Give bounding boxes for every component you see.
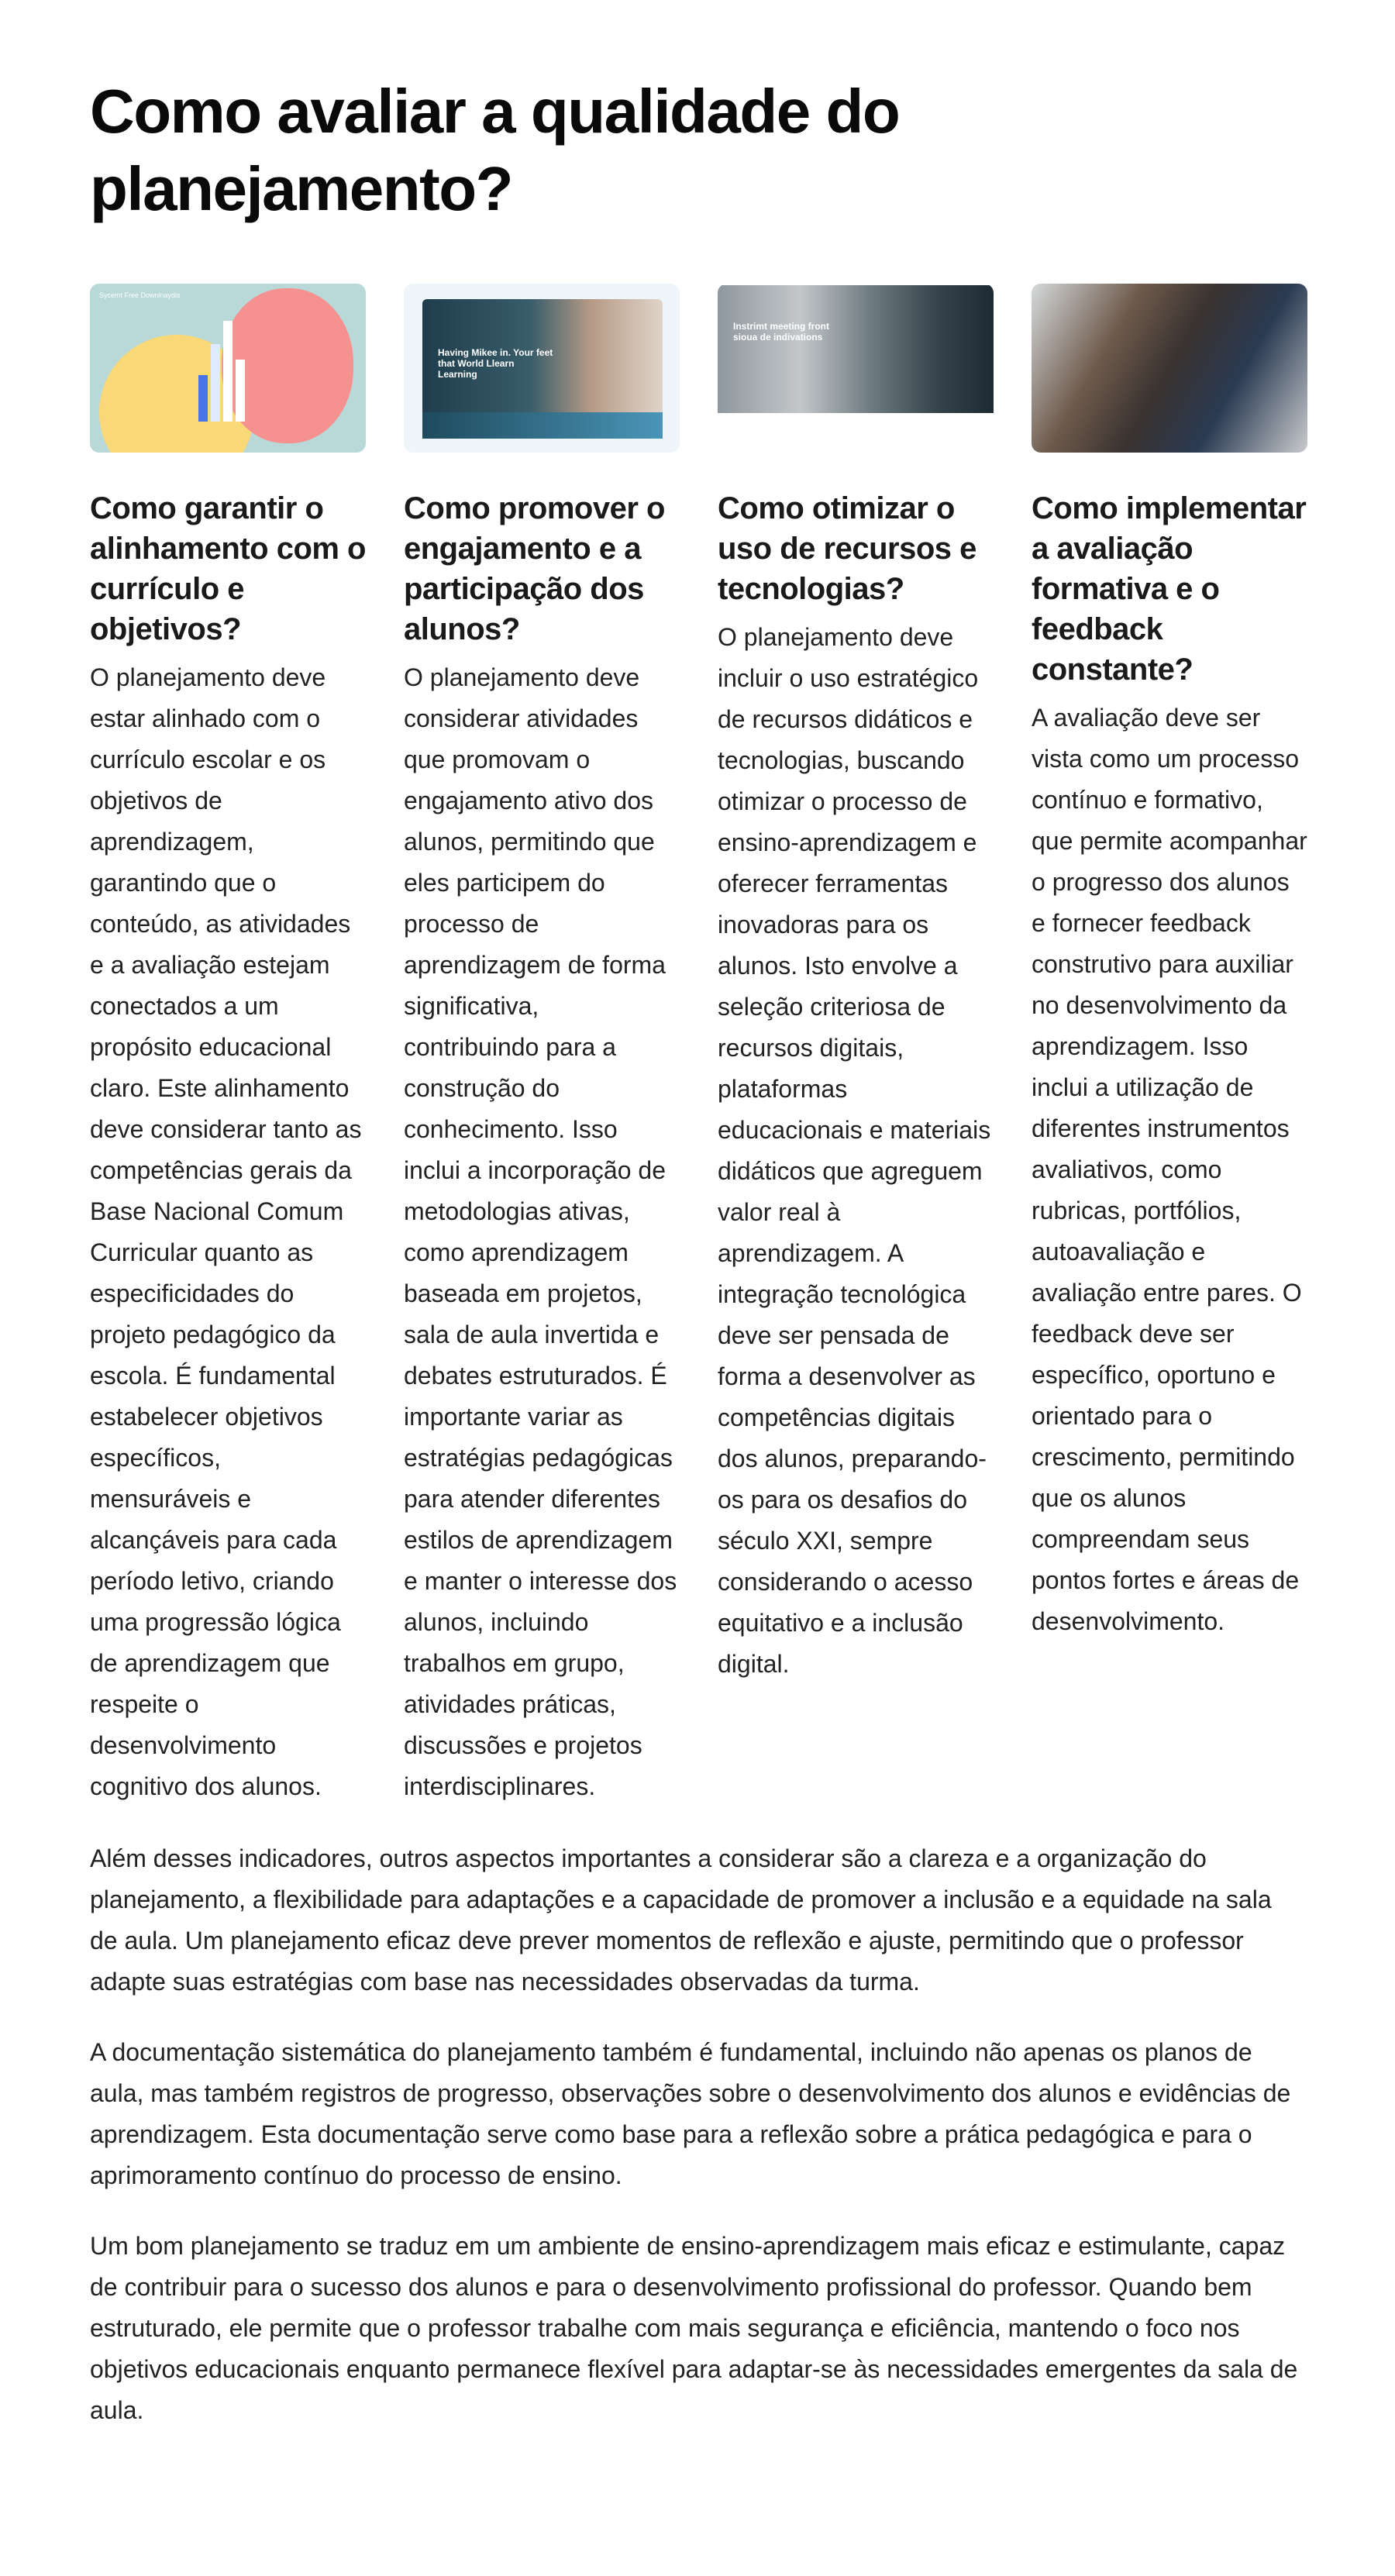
website-screenshot-image — [404, 284, 680, 453]
card-engagement — [404, 284, 680, 1807]
card-body: O planejamento deve considerar atividades que promovam o engajamento ativo dos alunos, permitindo que eles participem do processo de aprendizagem de forma significativa, contribuindo para a construção do conhecimento. Isso inclui a incorporação de metodologias ativas, como aprendizagem baseada em projetos, sala de aula invertida e debates estruturados. É importante variar as estratégias pedagógicas para atender diferentes estilos de aprendizagem e manter o interesse dos alunos, incluindo trabalhos em grupo, atividades práticas, discussões e projetos interdisciplinares. — [404, 663, 677, 1800]
card-curriculum — [90, 284, 366, 1807]
card-body: A avaliação deve ser vista como um processo contínuo e formativo, que permite acompanhar o progresso dos alunos e fornecer feedback construtivo para auxiliar no desenvolvimento da aprendizagem. Isso inclui a utilização de diferentes instrumentos avaliativos, como rubricas, portfólios, autoavaliação e avaliação entre pares. O feedback deve ser específico, oportuno e orientado para o crescimento, permitindo que os alunos compreendam seus pontos fortes e áreas de desenvolvimento. — [1032, 704, 1307, 1635]
paragraph: Um bom planejamento se traduz em um ambiente de ensino-aprendizagem mais eficaz e estimulante, capaz de contribuir para o sucesso dos alunos e para o desenvolvimento profissional do professor. Quando bem estruturado, ele permite que o professor trabalhe com mais segurança e eficiência, mantendo o foco nos objetivos educacionais enquanto permanece flexível para adaptar-se às necessidades emergentes da sala de aula. — [90, 2232, 1298, 2424]
image-caption: Having Mikee in. Your feet that World Llearn Learning — [438, 347, 553, 380]
bar — [236, 360, 245, 422]
card-heading: Como implementar a avaliação formativa e o feedback constante? — [1032, 491, 1307, 687]
image-caption: Instrimt meeting front sioua de indivations — [733, 321, 830, 343]
cards-grid — [90, 284, 1305, 1807]
card-resources — [718, 284, 994, 1807]
page-title: Como avaliar a qualidade do planejamento? — [90, 77, 900, 223]
students-photo — [1032, 284, 1307, 453]
card-assessment — [1032, 284, 1307, 1807]
paragraph: A documentação sistemática do planejamento também é fundamental, incluindo não apenas os planos de aula, mas também registros de progresso, observações sobre o desenvolvimento dos alunos e evidências de aprendizagem. Esta documentação serve como base para a reflexão sobre a prática pedagógica e para o aprimoramento contínuo do processo de ensino. — [90, 2038, 1291, 2189]
image-caption: Sycemt Free Downlnaydis — [99, 291, 181, 299]
paragraph: Além desses indicadores, outros aspectos importantes a considerar são a clareza e a organização do planejamento, a flexibilidade para adaptações e a capacidade de promover a inclusão e a equidade na sala de aula. Um planejamento eficaz deve prever momentos de reflexão e ajuste, permitindo que o professor adapte suas estratégias com base nas necessidades observadas da turma. — [90, 1844, 1272, 1996]
card-heading: Como otimizar o uso de recursos e tecnologias? — [718, 491, 976, 606]
card-body: O planejamento deve estar alinhado com o currículo escolar e os objetivos de aprendizagem, garantindo que o conteúdo, as atividades e a avaliação estejam conectados a um propósito educacional claro. Este alinhamento deve considerar tanto as competências gerais da Base Nacional Comum Curricular quanto as especificidades do projeto pedagógico da escola. É fundamental estabelecer objetivos específicos, mensuráveis e alcançáveis para cada período letivo, criando uma progressão lógica de aprendizagem que respeite o desenvolvimento cognitivo dos alunos. — [90, 663, 362, 1800]
bar — [223, 321, 232, 422]
meeting-image — [718, 284, 994, 453]
bar — [198, 375, 208, 422]
card-heading: Como promover o engajamento e a participação dos alunos? — [404, 491, 665, 646]
card-heading: Como garantir o alinhamento com o currículo e objetivos? — [90, 491, 366, 646]
card-body: O planejamento deve incluir o uso estratégico de recursos didáticos e tecnologias, buscando otimizar o processo de ensino-aprendizagem e oferecer ferramentas inovadoras para os alunos. Isto envolve a seleção criteriosa de recursos digitais, plataformas educacionais e materiais didáticos que agreguem valor real à aprendizagem. A integração tecnológica deve ser pensada de forma a desenvolver as competências digitais dos alunos, preparando-os para os desafios do século XXI, sempre considerando o acesso equitativo e a inclusão digital. — [718, 623, 991, 1678]
meeting-photo — [718, 285, 994, 413]
infographic-image — [90, 284, 366, 453]
bar — [211, 344, 220, 422]
